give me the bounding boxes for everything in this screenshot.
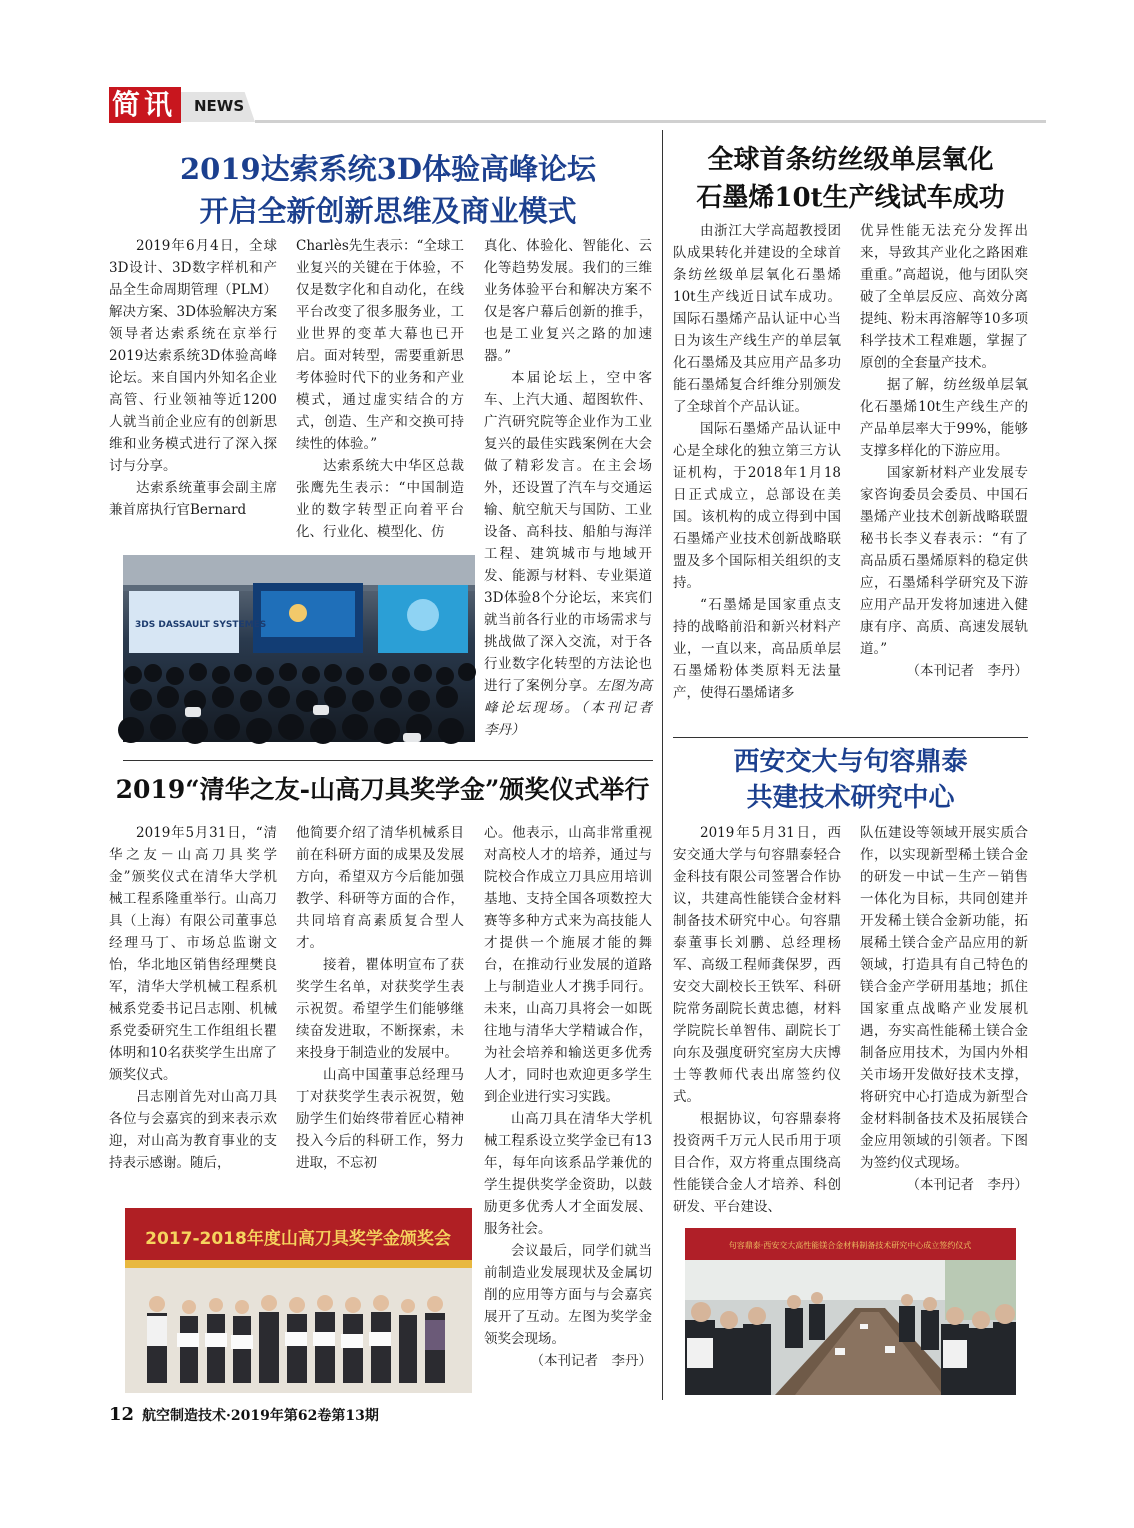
paragraph: 接着，瞿体明宣布了获奖学生名单，对获奖学生表示祝贺。希望学生们能够继续奋发进取，不断探索，未来投身于制造业的发展中。 bbox=[296, 957, 464, 1061]
section-title-cn: 简讯 bbox=[112, 88, 177, 121]
paragraph: 国家新材料产业发展专家咨询委员会委员、中国石墨烯产业技术创新战略联盟秘书长李义春表示：“有了高品质石墨烯原料的稳定供应，石墨烯科学研究及下游应用产品开发将加速进入健康有序、高质、高速发展轨道。” bbox=[860, 465, 1028, 657]
banner-text: 句容鼎泰·西安交大高性能镁合金材料制备技术研究中心成立签约仪式 bbox=[728, 1241, 972, 1250]
article2-column-1 bbox=[109, 822, 277, 1200]
article1-title-line1: 2019达索系统3D体验高峰论坛 bbox=[179, 152, 597, 186]
article4-title bbox=[668, 744, 1033, 816]
reporter-credit: （本刊记者 李丹） bbox=[906, 663, 1028, 679]
section-title-en: NEWS bbox=[194, 97, 245, 115]
paragraph: 山高中国董事总经理马丁对获奖学生表示祝贺，勉励学生们始终带着匠心精神投入今后的科研工作，努力进取，不忘初 bbox=[296, 1067, 464, 1171]
paragraph: 他简要介绍了清华机械系目前在科研方面的成果及发展方向，希望双方今后能加强教学、科研等方面的合作，共同培育高素质复合型人才。 bbox=[296, 825, 464, 951]
paragraph: 吕志刚首先对山高刀具各位与会嘉宾的到来表示欢迎，对山高为教育事业的支持表示感谢。随后， bbox=[109, 1089, 277, 1171]
paragraph: 2019年5月31日，“清华之友－山高刀具奖学金”颁奖仪式在清华大学机械工程系隆重举行。山高刀具（上海）有限公司董事总经理马丁、市场总监谢文怡，华北地区销售经理樊良军，清华大学机械工程系机械系党委书记吕志刚、机械系党委研究生工作组组长瞿体明和10名获奖学生出席了颁奖仪式。 bbox=[109, 825, 277, 1083]
photo-caption: 左图为高峰论坛现场。（本刊记者 李丹） bbox=[484, 678, 666, 738]
paragraph: 达索系统大中华区总裁张鹰先生表示：“中国制造业的数字转型正向着平台化、行业化、模型化、仿 bbox=[296, 458, 464, 540]
article-divider-right bbox=[673, 737, 1028, 738]
photo-logo-text: 3DS DASSAULT SYSTEMES bbox=[135, 620, 267, 630]
article2-column-2 bbox=[296, 822, 464, 1200]
article1-column-3 bbox=[484, 235, 666, 753]
article4-column-1 bbox=[673, 822, 841, 1220]
reporter-credit: （本刊记者 李丹） bbox=[530, 1353, 652, 1369]
paragraph: Charlès先生表示：“全球工业复兴的关键在于体验，不仅是数字化和自动化，在线平台改变了很多服务业，工业世界的变革大幕也已开启。面对转型，需要重新思考体验时代下的业务和产业模式，通过虚实结合的方式，创造、生产和交换可持续性的体验。” bbox=[296, 238, 464, 452]
paragraph bbox=[484, 1240, 652, 1350]
paragraph-text: 会议最后，同学们就当前制造业发展现状及金属切削的应用等方面与与会嘉宾展开了互动。左图为奖学金领奖会现场。 bbox=[484, 1243, 652, 1347]
page-number: 12 bbox=[109, 1404, 135, 1425]
reporter-credit: （本刊记者 李丹） bbox=[906, 1177, 1028, 1193]
article2-column-3 bbox=[484, 822, 652, 1402]
article-divider-left bbox=[123, 760, 653, 761]
scholarship-photo bbox=[125, 1208, 472, 1393]
paragraph: 国际石墨烯产品认证中心是全球化的独立第三方认证机构，于2018年1月18日正式成立，总部设在美国。该机构的成立得到中国石墨烯产业技术创新战略联盟及多个国际相关组织的支持。 bbox=[673, 421, 841, 591]
article4-title-line2: 共建技术研究中心 bbox=[746, 783, 955, 813]
paragraph: 队伍建设等领域开展实质合作，以实现新型稀土镁合金的研发－中试－生产－销售一体化为目标，共同创建并开发稀土镁合金新功能，拓展稀土镁合金产品应用的新领域，打造具有自己特色的镁合金产学研用基地；抓住国家重点战略产业发展机遇，夯实高性能稀土镁合金制备应用技术，为国内外相关市场开发做好技术支撑，将研究中心打造成为新型合金材料制备技术及拓展镁合金应用领域的引领者。下图为签约仪式现场。 bbox=[860, 825, 1028, 1171]
column-divider bbox=[662, 130, 663, 1400]
paragraph bbox=[484, 367, 666, 741]
article4-column-2 bbox=[860, 822, 1028, 1220]
paragraph: 据了解，纺丝级单层氧化石墨烯10t生产线生产的产品单层率大于99%，能够支撑多样化的下游应用。 bbox=[860, 377, 1028, 459]
article3-title-line1: 全球首条纺丝级单层氧化 bbox=[707, 145, 994, 175]
paragraph: 达索系统董事会副主席兼首席执行官Bernard bbox=[109, 480, 277, 518]
article3-title-line2: 石墨烯10t生产线试车成功 bbox=[696, 183, 1005, 213]
article3-column-2 bbox=[860, 220, 1028, 732]
paragraph: 心。他表示，山高非常重视对高校人才的培养，通过与院校合作成立刀具应用培训基地、支持全国各项数控大赛等多种方式来为高技能人才提供一个施展才能的舞台，在推动行业发展的道路上与制造业人才携手同行。未来，山高刀具将会一如既往地与清华大学精诚合作，为社会培养和输送更多优秀人才，同时也欢迎更多学生到企业进行实习实践。 bbox=[484, 825, 652, 1105]
article1-title bbox=[123, 148, 653, 232]
paragraph: 2019年5月31日，西安交通大学与句容鼎泰轻合金科技有限公司签署合作协议，共建高性能镁合金材料制备技术研究中心。句容鼎泰董事长刘鹏、总经理杨军、高级工程师龚保罗，西安交大副校长王铁军、科研院常务副院长黄忠德，材料学院院长单智伟、副院长丁向东及强度研究室房大庆博士等教师代表出席签约仪式。 bbox=[673, 825, 841, 1105]
article1-title-line2: 开启全新创新思维及商业模式 bbox=[199, 194, 577, 228]
paragraph-text: 本届论坛上，空中客车、上汽大通、超图软件、广汽研究院等企业作为工业复兴的最佳实践案例在大会做了精彩发言。在主会场外，还设置了汽车与交通运输、航空航天与国防、工业设备、高科技、船舶与海洋工程、建筑城市与地域开发、能源与材料、专业渠道3D体验8个分论坛，来宾们就当前各行业的市场需求与挑战做了深入交流，对于各行业数字化转型的方法论也进行了案例分享。 bbox=[484, 370, 652, 694]
article3-title bbox=[668, 141, 1033, 217]
forum-photo bbox=[123, 555, 475, 742]
paragraph: “石墨烯是国家重点支持的战略前沿和新兴材料产业，一直以来，高品质单层石墨烯粉体类原料无法量产，使得石墨烯诸多 bbox=[673, 597, 841, 701]
banner-text: 2017-2018年度山高刀具奖学金颁奖会 bbox=[145, 1229, 451, 1249]
paragraph: 优异性能无法充分发挥出来，导致其产业化之路困难重重。”高超说，他与团队突破了全单层反应、高效分离提纯、粉末再溶解等10多项科学技术工程难题，掌握了原创的全套量产技术。 bbox=[860, 223, 1028, 371]
article3-column-1 bbox=[673, 220, 841, 732]
article1-column-2 bbox=[296, 235, 464, 555]
signing-photo bbox=[685, 1228, 1016, 1395]
paragraph: 真化、体验化、智能化、云化等趋势发展。我们的三维业务体验平台和解决方案不仅是客户幕后创新的推手，也是工业复兴之路的加速器。” bbox=[484, 238, 652, 364]
paragraph: 山高刀具在清华大学机械工程系设立奖学金已有13年，每年向该系品学兼优的学生提供奖学金资助，以鼓励更多优秀人才全面发展、服务社会。 bbox=[484, 1111, 652, 1237]
paragraph: 根据协议，句容鼎泰将投资两千万元人民币用于项目合作，双方将重点围绕高性能镁合金人才培养、科创研发、平台建设、 bbox=[673, 1111, 841, 1215]
paragraph: 2019年6月4日，全球3D设计、3D数字样机和产品全生命周期管理（PLM）解决方案、3D体验解决方案领导者达索系统在京举行2019达索系统3D体验高峰论坛。来自国内外知名企业高管、行业领袖等近1200人就当前企业应有的创新思维和业务模式进行了深入探讨与分享。 bbox=[109, 238, 277, 474]
article1-column-1 bbox=[109, 235, 277, 555]
paragraph: 由浙江大学高超教授团队成果转化并建设的全球首条纺丝级单层氧化石墨烯10t生产线近日试车成功。国际石墨烯产品认证中心当日为该生产线生产的单层氧化石墨烯及其应用产品多功能石墨烯复合纤维分别颁发了全球首个产品认证。 bbox=[673, 223, 841, 415]
article2-title: 2019“清华之友-山高刀具奖学金”颁奖仪式举行 bbox=[115, 775, 650, 804]
page-footer bbox=[109, 1404, 379, 1425]
article4-title-line1: 西安交大与句容鼎泰 bbox=[733, 747, 968, 777]
journal-info: 航空制造技术·2019年第62卷第13期 bbox=[142, 1408, 379, 1424]
header-rule bbox=[255, 120, 1046, 123]
